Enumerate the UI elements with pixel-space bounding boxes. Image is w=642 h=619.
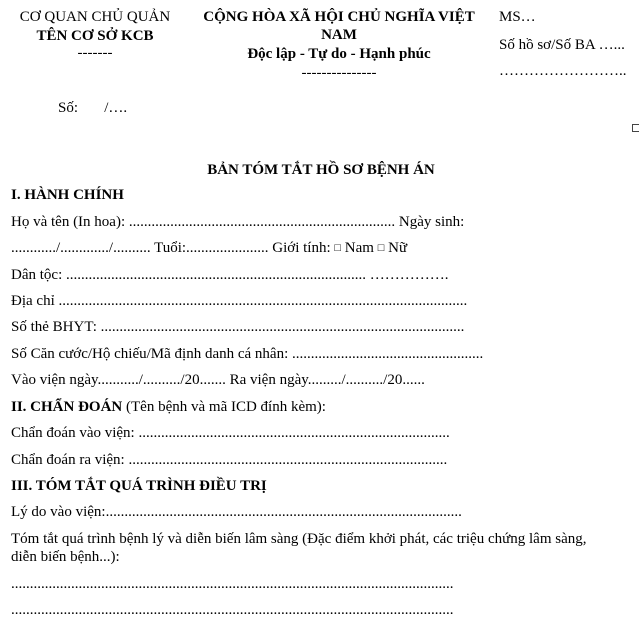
- blank-line-1: ......................................................................................................................: [11, 576, 454, 592]
- address-line: Địa chỉ .............................................................................................................: [11, 293, 468, 309]
- republic-line-2: NAM: [321, 27, 357, 43]
- section-1-heading: I. HÀNH CHÍNH: [11, 187, 124, 203]
- blank-line-2: ......................................................................................................................: [11, 602, 454, 618]
- form-code: MS…: [499, 9, 536, 25]
- motto: Độc lập - Tự do - Hạnh phúc: [247, 46, 431, 62]
- facility-name: TÊN CƠ SỞ KCB: [36, 28, 154, 44]
- discharge-diagnosis-line: Chẩn đoán ra viện: .....................................................................................: [11, 452, 448, 468]
- clinical-summary-line-1: Tóm tắt quá trình bệnh lý và diễn biến lâm sàng (Đặc điểm khởi phát, các triệu chứng lâm sàng,: [11, 531, 587, 547]
- header-left-rule: -------: [77, 45, 113, 61]
- section-2-note: (Tên bệnh và mã ICD đính kèm):: [122, 399, 326, 415]
- admission-reason-line: Lý do vào viện:...............................................................................................: [11, 504, 462, 520]
- motto-rule: ---------------: [301, 65, 377, 81]
- page-corner-mark: [632, 124, 639, 132]
- record-number-label: Số hồ sơ/Số BA …...: [499, 37, 625, 53]
- dob-gender-line: [11, 239, 407, 258]
- male-checkbox[interactable]: □: [334, 242, 342, 254]
- male-label: Nam: [341, 240, 378, 256]
- section-3-heading: III. TÓM TẮT QUÁ TRÌNH ĐIỀU TRỊ: [11, 478, 267, 494]
- record-number-dots: ……………………..: [499, 63, 627, 79]
- section-2-heading: II. CHẨN ĐOÁN: [11, 399, 123, 415]
- document-title: BẢN TÓM TẮT HỒ SƠ BỆNH ÁN: [207, 162, 435, 178]
- clinical-summary-line-2: diễn biến bệnh...):: [11, 549, 120, 565]
- document-number: Số: /….: [58, 100, 128, 116]
- name-line: Họ và tên (In hoa): ....................................................................... Ngày sinh:: [11, 214, 465, 230]
- admission-discharge-dates: Vào viện ngày.........../........../20....... Ra viện ngày........./........../20......: [11, 372, 425, 388]
- dob-age-label: ............/............./.......... Tuổi:...................... Giới tính:: [11, 240, 335, 256]
- female-label: Nữ: [384, 240, 408, 256]
- insurance-line: Số thẻ BHYT: .................................................................................................: [11, 319, 465, 335]
- republic-line-1: CỘNG HÒA XÃ HỘI CHỦ NGHĨA VIỆT: [203, 9, 475, 25]
- id-line: Số Căn cước/Hộ chiếu/Mã định danh cá nhân: ...................................................: [11, 346, 484, 362]
- agency-line: CƠ QUAN CHỦ QUẢN: [19, 9, 171, 25]
- admission-diagnosis-line: Chẩn đoán vào viện: ...................................................................................: [11, 425, 450, 441]
- female-checkbox[interactable]: □: [377, 242, 385, 254]
- ethnicity-line: Dân tộc: ................................................................................ …………….: [11, 267, 449, 283]
- section-2-heading-row: [11, 398, 326, 416]
